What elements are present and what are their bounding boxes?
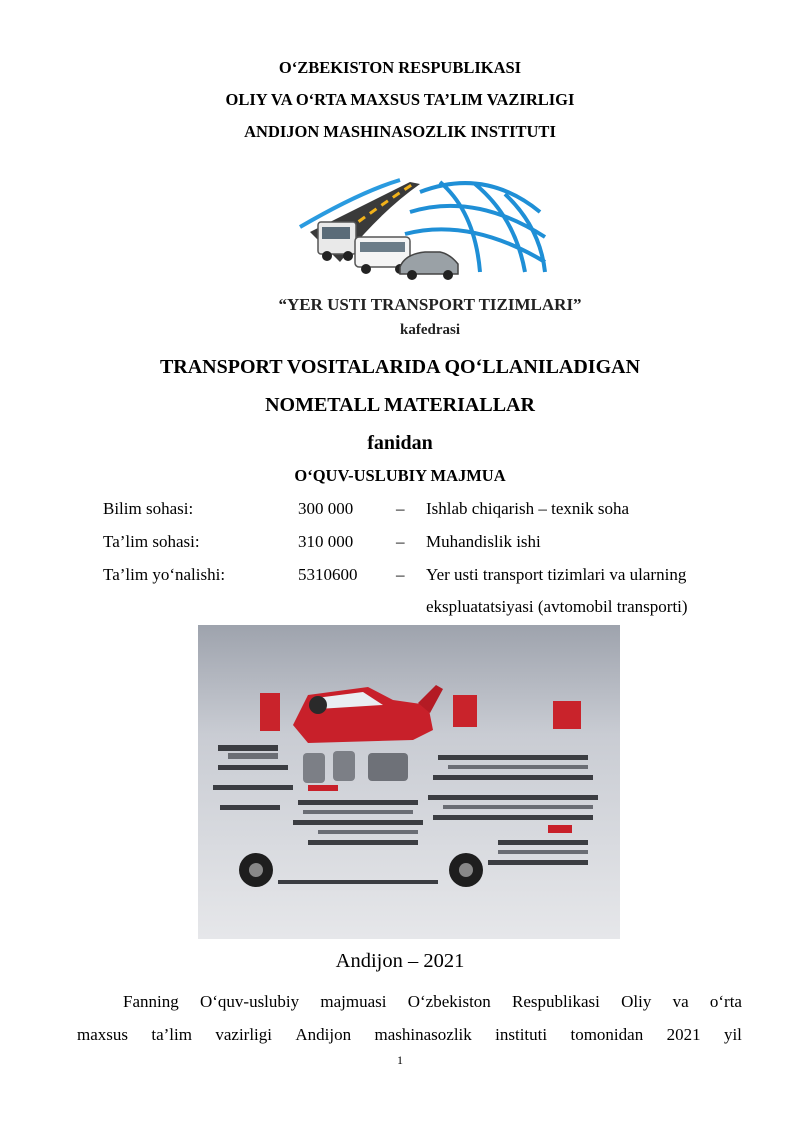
field-label: Bilim sohasi: — [103, 499, 194, 518]
field-value: Ishlab chiqarish – texnik soha — [426, 499, 630, 518]
paragraph-line-2 — [77, 1018, 742, 1051]
field-dash: – — [396, 499, 405, 518]
paragraph-word: Fanning — [123, 992, 179, 1011]
paragraph-word: mashinasozlik — [374, 1025, 472, 1044]
paragraph-word: O‘quv-uslubiy — [199, 992, 300, 1011]
field-label: Ta’lim sohasi: — [103, 532, 200, 551]
paragraph-word: Oliy — [621, 992, 652, 1011]
field-code: 5310600 — [298, 565, 358, 584]
disassembled-car-parts-photo — [198, 625, 620, 939]
paragraph-word: O‘zbekiston — [407, 992, 491, 1011]
ministry-country-heading: O‘ZBEKISTON RESPUBLIKASI — [278, 58, 522, 77]
paragraph-word: Andijon — [295, 1025, 352, 1044]
paragraph-word: vazirligi — [215, 1025, 273, 1044]
paragraph-word: tomonidan — [570, 1025, 644, 1044]
field-row-education-direction — [0, 565, 800, 591]
paragraph-word: majmuasi — [320, 992, 387, 1011]
paragraph-word: o‘rta — [709, 992, 742, 1011]
paragraph-word: Respublikasi — [512, 992, 600, 1011]
course-title-subject: fanidan — [367, 432, 433, 454]
course-title-line1: TRANSPORT VOSITALARIDA QO‘LLANILADIGAN — [159, 356, 641, 378]
paragraph-word: yil — [723, 1025, 742, 1044]
ministry-name-heading: OLIY VA O‘RTA MAXSUS TA’LIM VAZIRLIGI — [225, 90, 575, 109]
logo-subcaption: kafedrasi — [400, 322, 460, 338]
field-dash: – — [396, 565, 405, 584]
paragraph-word: 2021 — [666, 1025, 701, 1044]
paragraph-word: ta’lim — [151, 1025, 192, 1044]
document-type-heading: O‘QUV-USLUBIY MAJMUA — [294, 466, 506, 485]
institute-name-heading: ANDIJON MASHINASOZLIK INSTITUTI — [244, 122, 556, 141]
paragraph-word: maxsus — [77, 1025, 128, 1044]
page-number: 1 — [397, 1053, 403, 1067]
field-value-continued: ekspluatatsiyasi (avtomobil transporti) — [426, 597, 688, 616]
intro-paragraph — [77, 985, 742, 1051]
logo-caption: “YER USTI TRANSPORT TIZIMLARI” — [278, 295, 582, 314]
field-row-education-area — [0, 532, 800, 558]
paragraph-word: va — [672, 992, 689, 1011]
field-value: Muhandislik ishi — [426, 532, 541, 551]
course-title-line2: NOMETALL MATERIALLAR — [265, 394, 535, 416]
field-code: 300 000 — [298, 499, 354, 518]
field-row-education-direction-cont — [0, 597, 800, 623]
paragraph-line-1 — [77, 985, 742, 1018]
department-logo — [278, 172, 582, 342]
paragraph-word: instituti — [495, 1025, 548, 1044]
field-dash: – — [396, 532, 405, 551]
field-value: Yer usti transport tizimlari va ularning — [426, 565, 687, 584]
field-row-knowledge-area — [0, 499, 800, 525]
field-code: 310 000 — [298, 532, 354, 551]
city-year: Andijon – 2021 — [335, 950, 465, 972]
field-label: Ta’lim yo‘nalishi: — [103, 565, 226, 584]
